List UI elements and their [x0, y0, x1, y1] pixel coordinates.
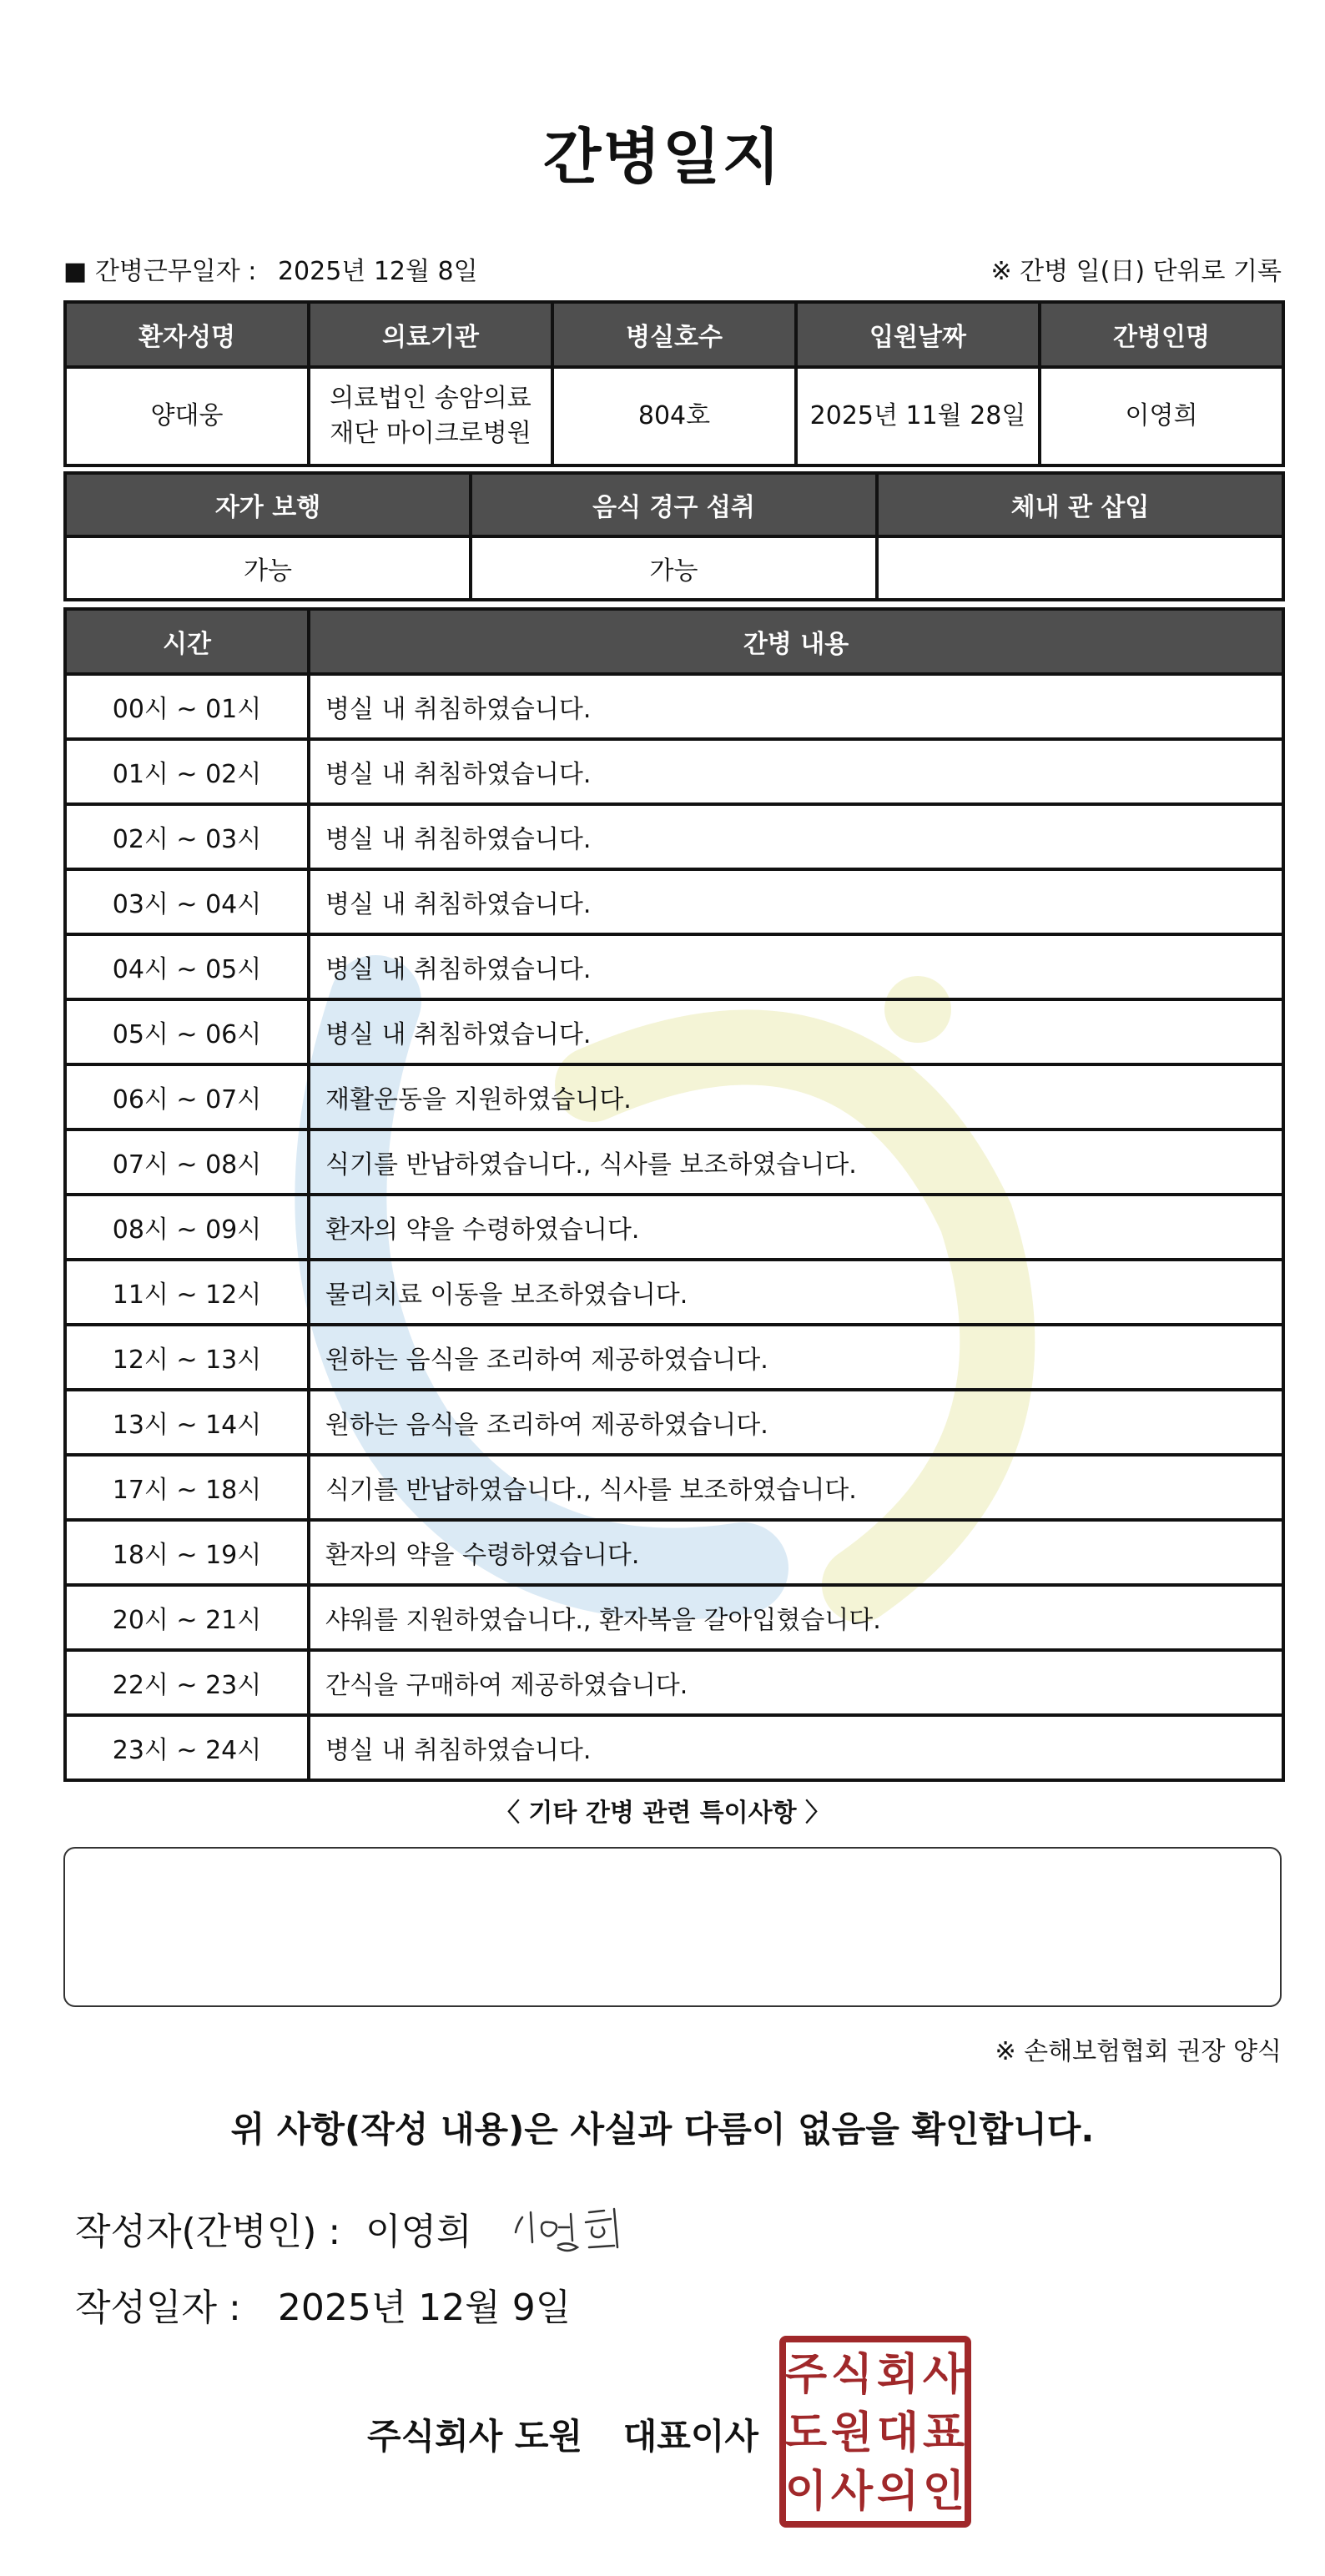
care-log-row	[65, 739, 1283, 804]
confirmation-statement: 위 사항(작성 내용)은 사실과 다름이 없음을 확인합니다.	[230, 2109, 1095, 2150]
care-log-content: 물리치료 이동을 보조하였습니다.	[309, 1260, 1283, 1325]
header-room: 병실호수	[552, 302, 796, 367]
author-row	[75, 2199, 647, 2257]
care-log-row	[65, 1064, 1283, 1130]
care-log-row	[65, 674, 1283, 739]
care-log-time: 11시 ~ 12시	[65, 1260, 309, 1325]
care-log-content: 원하는 음식을 조리하여 제공하였습니다.	[309, 1390, 1283, 1455]
seal-character: 대	[876, 2408, 919, 2458]
seal-character: 도	[784, 2408, 828, 2458]
care-log-content: 병실 내 취침하였습니다.	[309, 869, 1283, 934]
page-title: 간병일지	[542, 122, 783, 192]
care-log-content: 환자의 약을 수령하였습니다.	[309, 1520, 1283, 1585]
care-log-time: 12시 ~ 13시	[65, 1325, 309, 1390]
seal-character: 원	[830, 2408, 874, 2458]
room-number: 804호	[552, 367, 796, 465]
header-walking: 자가 보행	[65, 473, 471, 536]
care-log-row	[65, 1520, 1283, 1585]
tube-insertion-value	[877, 536, 1283, 600]
care-log-time: 01시 ~ 02시	[65, 739, 309, 804]
care-log-content: 간식을 구매하여 제공하였습니다.	[309, 1650, 1283, 1715]
care-log-content: 식기를 반납하였습니다., 식사를 보조하였습니다.	[309, 1455, 1283, 1520]
care-log-row	[65, 1260, 1283, 1325]
care-log-content: 환자의 약을 수령하였습니다.	[309, 1195, 1283, 1260]
care-log-time: 07시 ~ 08시	[65, 1130, 309, 1195]
seal-character: 의	[876, 2467, 919, 2517]
patient-name: 양대웅	[65, 367, 309, 465]
care-log-time: 18시 ~ 19시	[65, 1520, 309, 1585]
care-log-time: 02시 ~ 03시	[65, 804, 309, 869]
care-log-header-row	[65, 609, 1283, 674]
care-log-time: 03시 ~ 04시	[65, 869, 309, 934]
hospital-cell	[309, 367, 552, 465]
care-log-time: 22시 ~ 23시	[65, 1650, 309, 1715]
company-row	[367, 2409, 758, 2459]
walking-value: 가능	[65, 536, 471, 600]
handwritten-signature	[506, 2199, 647, 2257]
remarks-box	[63, 1847, 1282, 2007]
care-log-content: 병실 내 취침하였습니다.	[309, 804, 1283, 869]
care-log-row	[65, 1195, 1283, 1260]
header-tube-insertion: 체내 관 삽입	[877, 473, 1283, 536]
seal-character: 사	[922, 2350, 965, 2400]
company-ceo-title: 대표이사	[622, 2416, 758, 2457]
patient-status-table	[63, 471, 1285, 601]
care-log-time: 06시 ~ 07시	[65, 1064, 309, 1130]
care-log-row	[65, 869, 1283, 934]
oral-intake-value: 가능	[471, 536, 877, 600]
author-name: 이영희	[365, 2211, 472, 2253]
care-log-time: 08시 ~ 09시	[65, 1195, 309, 1260]
care-log-content: 병실 내 취침하였습니다.	[309, 1715, 1283, 1780]
remarks-title: 〈 기타 간병 관련 특이사항 〉	[494, 1799, 831, 1828]
work-date-label: ■ 간병근무일자 :	[63, 257, 257, 286]
care-log-time: 05시 ~ 06시	[65, 999, 309, 1064]
written-date-label: 작성일자 :	[75, 2287, 241, 2329]
care-log-content: 샤워를 지원하였습니다., 환자복을 갈아입혔습니다.	[309, 1585, 1283, 1650]
care-log-content: 병실 내 취침하였습니다.	[309, 999, 1283, 1064]
care-log-content: 재활운동을 지원하였습니다.	[309, 1064, 1283, 1130]
caregiver-name: 이영희	[1040, 367, 1283, 465]
care-log-content: 병실 내 취침하였습니다.	[309, 739, 1283, 804]
header-time: 시간	[65, 609, 309, 674]
patient-info-row	[65, 367, 1283, 465]
care-log-content: 병실 내 취침하였습니다.	[309, 934, 1283, 999]
care-log-body	[65, 674, 1283, 1780]
care-log-row	[65, 804, 1283, 869]
seal-character: 사	[830, 2467, 874, 2517]
seal-character: 식	[830, 2350, 874, 2400]
form-note: ※ 손해보험협회 권장 양식	[995, 2037, 1282, 2066]
header-oral-intake: 음식 경구 섭취	[471, 473, 877, 536]
status-value-row	[65, 536, 1283, 600]
patient-info-table	[63, 300, 1285, 467]
care-log-time: 00시 ~ 01시	[65, 674, 309, 739]
care-log-row	[65, 934, 1283, 999]
care-log-row	[65, 1455, 1283, 1520]
header-care-content: 간병 내용	[309, 609, 1283, 674]
written-date-row	[75, 2277, 571, 2331]
care-log-row	[65, 999, 1283, 1064]
hospital-line-2: 재단 마이크로병원	[330, 419, 532, 448]
work-date-value: 2025년 12월 8일	[277, 257, 478, 286]
unit-note: ※ 간병 일(日) 단위로 기록	[990, 257, 1282, 286]
admission-date: 2025년 11월 28일	[796, 367, 1040, 465]
author-label: 작성자(간병인) :	[75, 2211, 341, 2253]
header-caregiver: 간병인명	[1040, 302, 1283, 367]
care-log-time: 20시 ~ 21시	[65, 1585, 309, 1650]
patient-info-header-row	[65, 302, 1283, 367]
seal-character: 표	[922, 2408, 965, 2458]
work-date	[63, 250, 478, 287]
care-log-table	[63, 607, 1285, 1782]
seal-character: 주	[784, 2350, 828, 2400]
company-seal	[779, 2336, 971, 2528]
care-log-content: 식기를 반납하였습니다., 식사를 보조하였습니다.	[309, 1130, 1283, 1195]
care-log-time: 17시 ~ 18시	[65, 1455, 309, 1520]
care-log-time: 13시 ~ 14시	[65, 1390, 309, 1455]
care-log-content: 병실 내 취침하였습니다.	[309, 674, 1283, 739]
header-hospital: 의료기관	[309, 302, 552, 367]
written-date-value: 2025년 12월 9일	[277, 2287, 572, 2329]
seal-character: 인	[922, 2467, 965, 2517]
hospital-line-1: 의료법인 송암의료	[330, 384, 532, 413]
care-log-row	[65, 1585, 1283, 1650]
care-log-row	[65, 1650, 1283, 1715]
seal-character: 회	[876, 2350, 919, 2400]
care-log-content: 원하는 음식을 조리하여 제공하였습니다.	[309, 1325, 1283, 1390]
care-log-time: 23시 ~ 24시	[65, 1715, 309, 1780]
header-admission-date: 입원날짜	[796, 302, 1040, 367]
meta-row	[63, 250, 1282, 287]
care-log-row	[65, 1390, 1283, 1455]
company-name: 주식회사 도원	[367, 2416, 583, 2457]
status-header-row	[65, 473, 1283, 536]
care-log-row	[65, 1325, 1283, 1390]
care-log-time: 04시 ~ 05시	[65, 934, 309, 999]
seal-character: 이	[784, 2467, 828, 2517]
care-log-row	[65, 1130, 1283, 1195]
care-log-row	[65, 1715, 1283, 1780]
header-patient-name: 환자성명	[65, 302, 309, 367]
